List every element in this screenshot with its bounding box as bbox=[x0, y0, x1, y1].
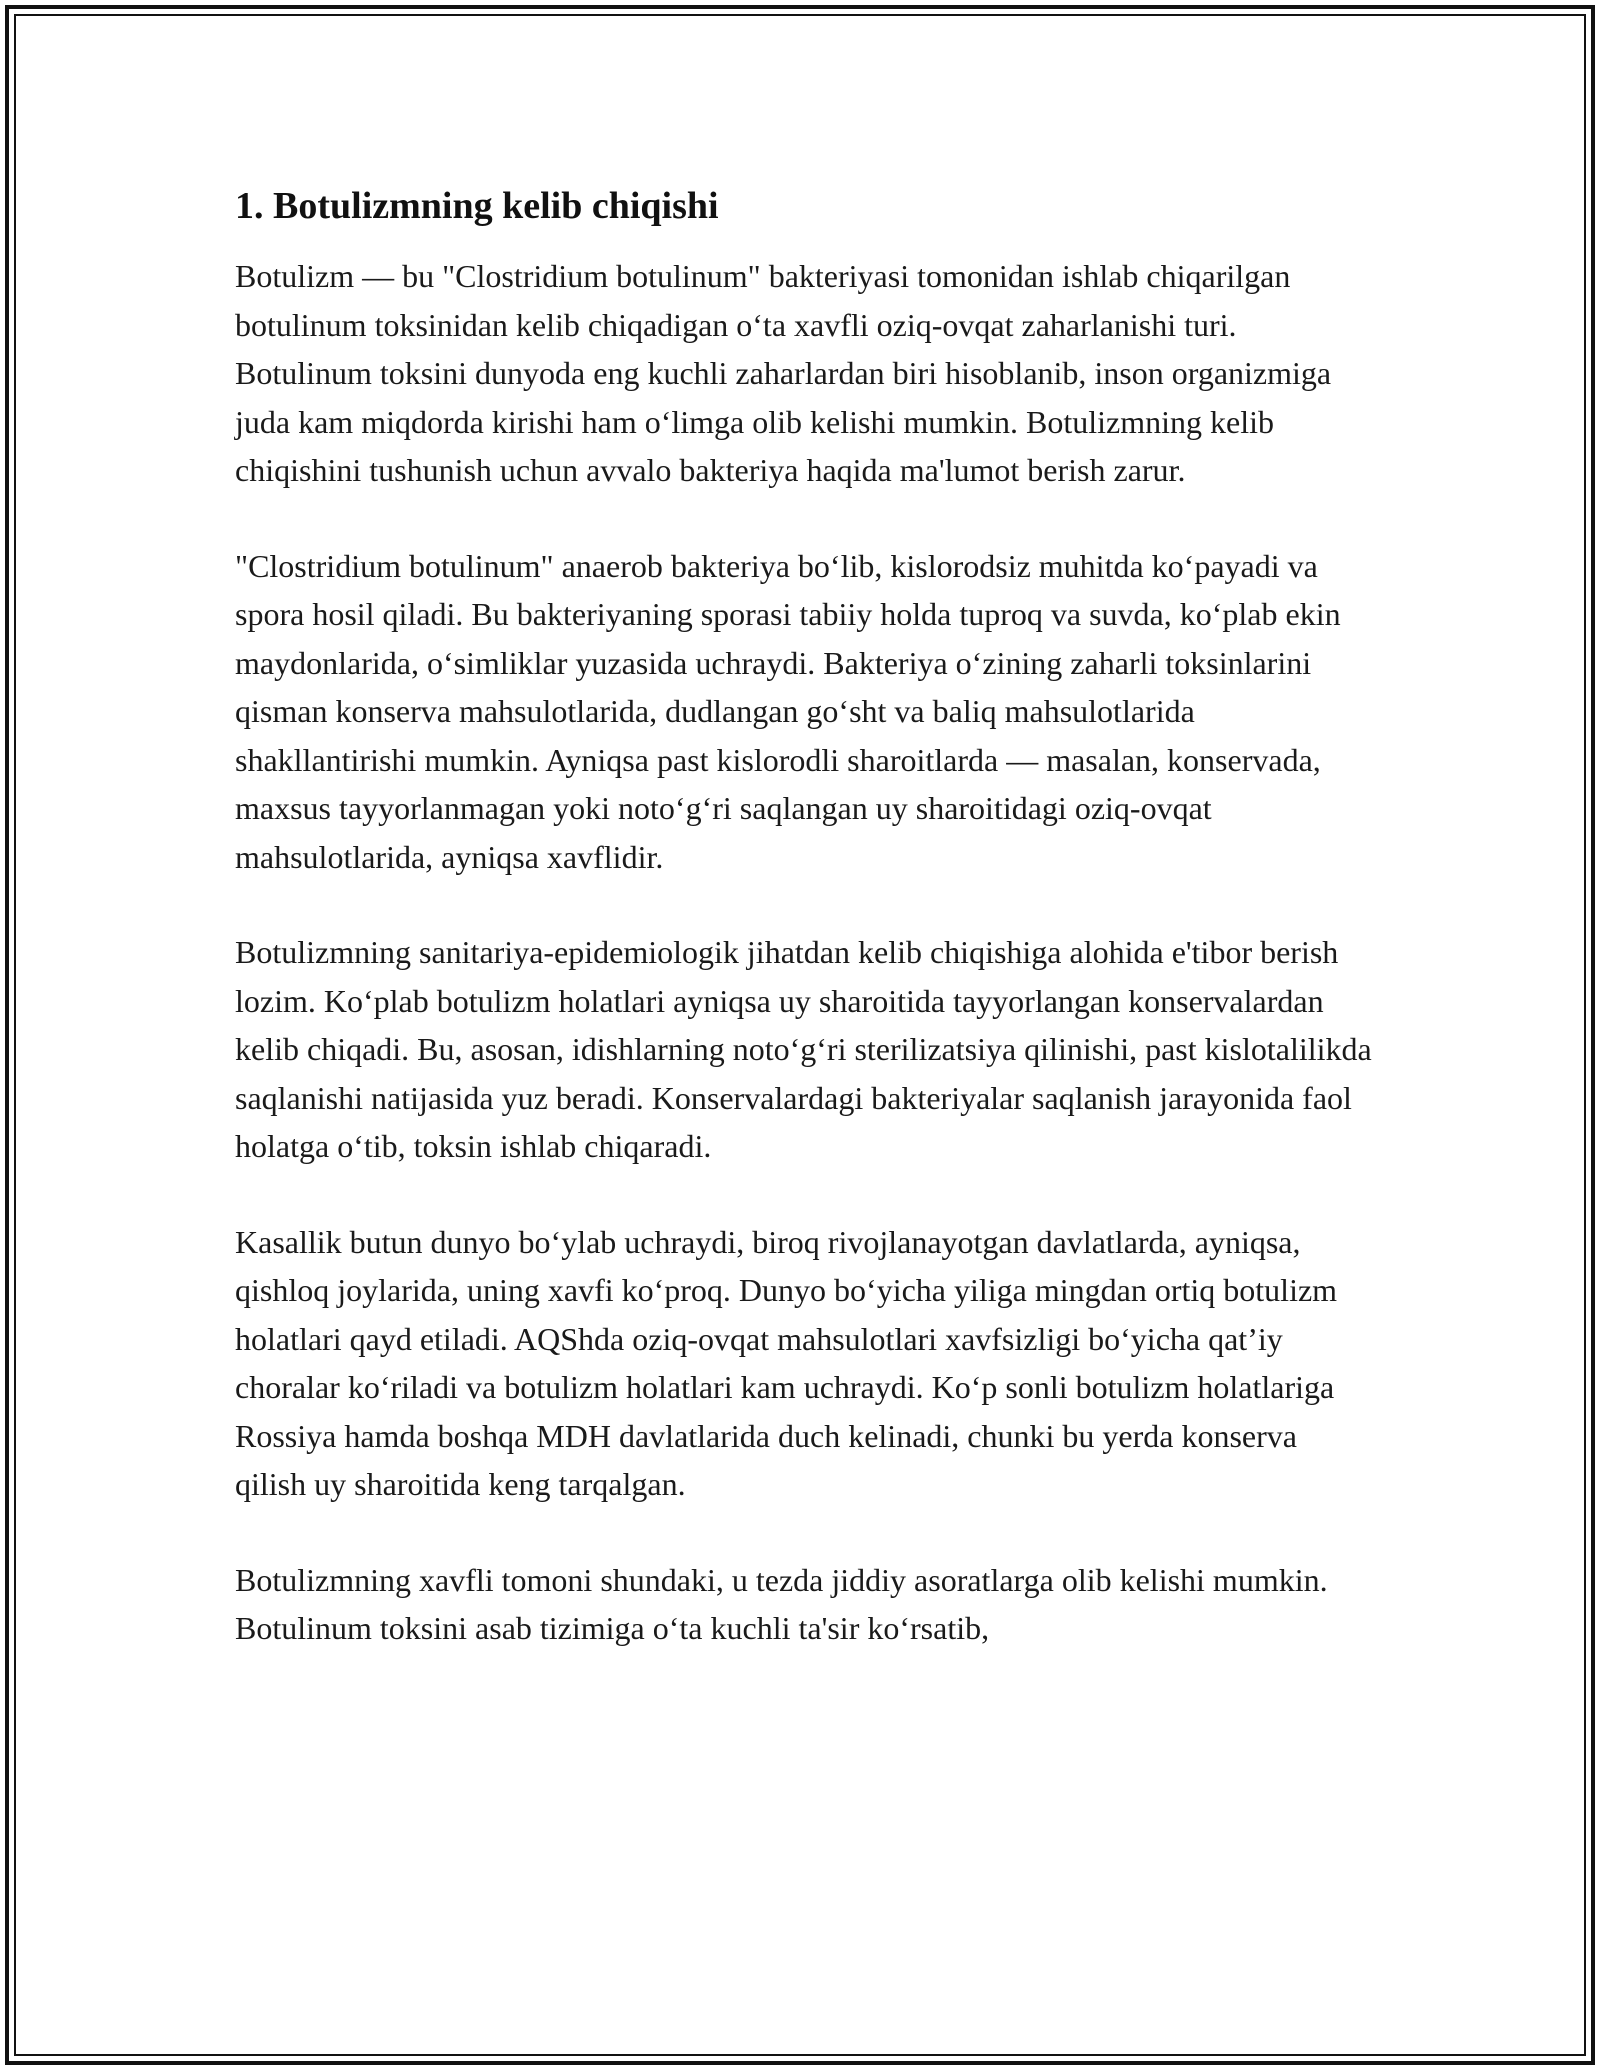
paragraph-1: Botulizm — bu "Clostridium botulinum" bakteriyasi tomonidan ishlab chiqarilgan botulinum toksinidan kelib chiqadigan o‘ta xavfli oziq-ovqat zaharlanishi turi. Botulinum toksini dunyoda eng kuchli zaharlardan biri hisoblanib, inson organizmiga juda kam miqdorda kirishi ham o‘limga olib kelishi mumkin. Botulizmning kelib chiqishini tushunish uchun avvalo bakteriya haqida ma'lumot berish zarur. bbox=[235, 258, 1332, 488]
paragraph-3: Botulizmning sanitariya-epidemiologik jihatdan kelib chiqishiga alohida e'tibor berish lozim. Ko‘plab botulizm holatlari ayniqsa uy sharoitida tayyorlangan konservalardan kelib chiqadi. Bu, asosan, idishlarning noto‘g‘ri sterilizatsiya qilinishi, past kislotalilikda saqlanishi natijasida yuz beradi. Konservalardagi bakteriyalar saqlanish jarayonida faol holatga o‘tib, toksin ishlab chiqaradi. bbox=[235, 934, 1372, 1164]
document-body bbox=[235, 182, 1375, 1700]
paragraph-4: Kasallik butun dunyo bo‘ylab uchraydi, biroq rivojlanayotgan davlatlarda, ayniqsa, qishloq joylarida, uning xavfi ko‘proq. Dunyo bo‘yicha yiliga mingdan ortiq botulizm holatlari qayd etiladi. AQShda oziq-ovqat mahsulotlari xavfsizligi bo‘yicha qat’iy choralar ko‘riladi va botulizm holatlari kam uchraydi. Ko‘p sonli botulizm holatlariga Rossiya hamda boshqa MDH davlatlarida duch kelinadi, chunki bu yerda konserva qilish uy sharoitida keng tarqalgan. bbox=[235, 1223, 1338, 1502]
section-heading: 1. Botulizmning kelib chiqishi bbox=[235, 185, 719, 227]
paragraph-2: "Clostridium botulinum" anaerob bakteriya bo‘lib, kislorodsiz muhitda ko‘payadi va spora hosil qiladi. Bu bakteriyaning sporasi tabiiy holda tuproq va suvda, ko‘plab ekin maydonlarida, o‘simliklar yuzasida uchraydi. Bakteriya o‘zining zaharli toksinlarini qisman konserva mahsulotlarida, dudlangan go‘sht va baliq mahsulotlarida shakllantirishi mumkin. Ayniqsa past kislorodli sharoitlarda — masalan, konservada, maxsus tayyorlanmagan yoki noto‘g‘ri saqlangan uy sharoitidagi oziq-ovqat mahsulotlarida, ayniqsa xavflidir. bbox=[235, 547, 1341, 875]
paragraph-5: Botulizmning xavfli tomoni shundaki, u tezda jiddiy asoratlarga olib kelishi mumkin. Botulinum toksini asab tizimiga o‘ta kuchli ta'sir ko‘rsatib, bbox=[235, 1561, 1328, 1646]
